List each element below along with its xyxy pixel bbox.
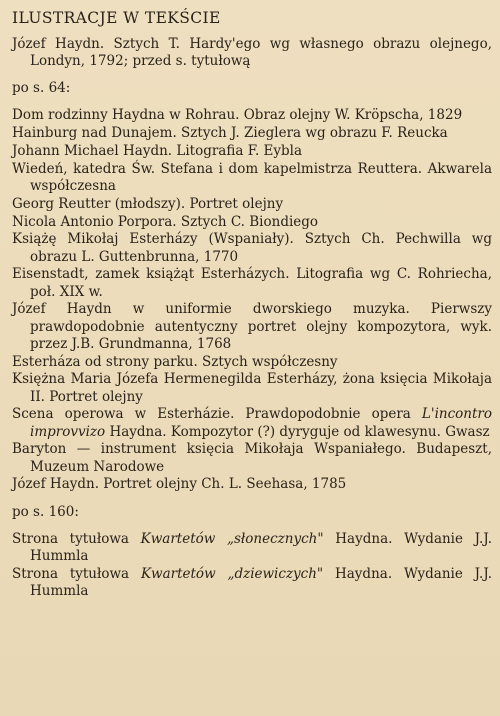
text-segment: Haydna. Kompozytor (?) dyryguje od klawesynu. Gwasz [105,423,490,440]
list-item: Eisenstadt, zamek książąt Esterházych. Litografia wg C. Rohriecha, poł. XIX w. [12,266,492,300]
list-item: Książę Mikołaj Esterházy (Wspaniały). Sztych Ch. Pechwilla wg obrazu L. Guttenbrunna, 1770 [12,231,492,265]
list-item: Esterháza od strony parku. Sztych współczesny [12,353,338,370]
section-label: po s. 160: [12,503,79,520]
text-segment: Haydna. Wydanie J.J. Hummla [30,565,492,599]
page-title: ILUSTRACJE W TEKŚCIE [12,9,221,27]
list-item [12,531,492,565]
list-item-frontispiece: Józef Haydn. Sztych T. Hardy'ego wg własnego obrazu olejnego, Londyn, 1792; przed s. tytułową [12,36,492,70]
list-item: Nicola Antonio Porpora. Sztych C. Biondiego [12,213,319,230]
italic-title: Kwartetów „dziewiczych" [140,565,324,582]
text-segment: Strona tytułowa [12,565,141,582]
list-item: Georg Reutter (młodszy). Portret olejny [12,195,284,212]
list-item: Księżna Maria Józefa Hermenegilda Esterházy, żona księcia Mikołaja II. Portret olejny [12,371,492,405]
text-segment: Haydna. Wydanie J.J. Hummla [30,530,492,564]
italic-title: L'incontro improvvizo [30,406,492,440]
list-item-opera [12,406,492,440]
list-item [12,566,492,600]
text-segment: Strona tytułowa [12,530,141,547]
section-label: po s. 64: [12,80,71,97]
list-item: Wiedeń, katedra Św. Stefana i dom kapelmistrza Reuttera. Akwarela współczesna [12,160,492,194]
text-segment: Scena operowa w Esterházie. Prawdopodobnie opera [12,406,422,423]
section-list [12,531,492,600]
section-list [12,107,492,493]
italic-title: Kwartetów „słonecznych" [140,530,324,547]
list-item: Hainburg nad Dunajem. Sztych J. Zieglera wg obrazu F. Reucka [12,125,448,142]
list-item: Dom rodzinny Haydna w Rohrau. Obraz olejny W. Kröpscha, 1829 [12,107,463,124]
list-item: Johann Michael Haydn. Litografia F. Eybla [12,143,303,159]
list-item: Józef Haydn w uniformie dworskiego muzyka. Pierwszy prawdopodobnie autentyczny portret olejny kompozytora, wyk. przez J.B. Grundmanna, 1768 [12,301,492,352]
list-item: Józef Haydn. Portret olejny Ch. L. Seehasa, 1785 [12,476,347,493]
list-item: Baryton — instrument księcia Mikołaja Wspaniałego. Budapeszt, Muzeum Narodowe [12,441,492,475]
